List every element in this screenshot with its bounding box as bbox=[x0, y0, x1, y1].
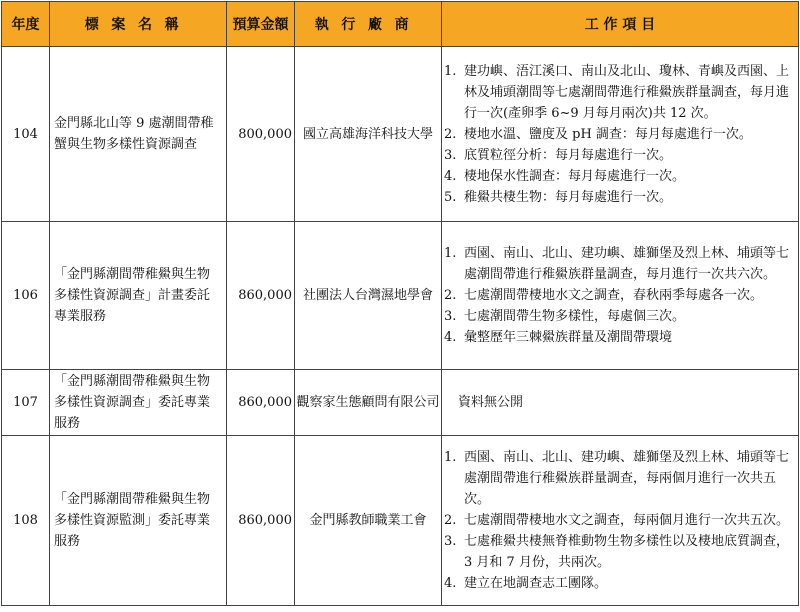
row-items bbox=[442, 47, 799, 222]
row-title: 「金門縣潮間帶稚鱟與生物多樣性資源調查」計畫委託專業服務 bbox=[50, 222, 227, 370]
row-budget: 800,000 bbox=[227, 47, 295, 222]
header-budget: 預算金額 bbox=[227, 2, 295, 47]
table-row bbox=[2, 47, 799, 222]
row-year: 106 bbox=[2, 222, 50, 370]
row-vendor: 國立高雄海洋科技大學 bbox=[295, 47, 442, 222]
work-item: 1. 西園、南山、北山、建功嶼、雄獅堡及烈上林、埔頭等七處潮間帶進行稚鱟族群量調查，每兩個月進行一次共五次。 bbox=[444, 450, 790, 507]
work-item: 4. 棲地保水性調查：每月每處進行一次。 bbox=[444, 168, 686, 184]
work-item: 2. 七處潮間帶棲地水文之調查，每兩個月進行一次共五次。 bbox=[444, 513, 790, 528]
work-item: 2. 棲地水溫、鹽度及 pH 調查：每月每處進行一次。 bbox=[444, 126, 752, 142]
row-year: 104 bbox=[2, 47, 50, 222]
work-item: 2. 七處潮間帶棲地水文之調查，春秋兩季每處各一次。 bbox=[444, 288, 764, 303]
work-item: 4. 彙整歷年三棘鱟族群量及潮間帶環境 bbox=[444, 330, 673, 345]
work-item-list bbox=[444, 447, 792, 594]
table-row bbox=[2, 436, 799, 606]
row-title: 「金門縣潮間帶稚鱟與生物多樣性資源調查」委託專業服務 bbox=[50, 370, 227, 436]
work-item: 5. 稚鱟共棲生物：每月每處進行一次。 bbox=[444, 189, 673, 205]
row-budget: 860,000 bbox=[227, 370, 295, 436]
work-item: 3. 底質粒徑分析：每月每處進行一次。 bbox=[444, 147, 673, 163]
table-row bbox=[2, 222, 799, 370]
row-items bbox=[442, 436, 799, 606]
row-year: 107 bbox=[2, 370, 50, 436]
work-item-list bbox=[444, 243, 792, 348]
header-year: 年度 bbox=[2, 2, 50, 47]
work-item: 3. 七處稚鱟共棲無脊椎動物生物多樣性以及棲地底質調查，3 月和 7 月份，共兩次。 bbox=[444, 534, 790, 570]
table-row bbox=[2, 370, 799, 436]
row-title: 金門縣北山等 9 處潮間帶稚蟹與生物多樣性資源調查 bbox=[50, 47, 227, 222]
work-item: 3. 七處潮間帶生物多樣性，每處個三次。 bbox=[444, 309, 686, 324]
project-table bbox=[1, 1, 799, 606]
work-item: 1. 建功嶼、浯江溪口、南山及北山、瓊林、青嶼及西園、上林及埔頭潮間等七處潮間帶進行稚鱟族群量調查，每月進行一次(產卵季 6~9 月每月兩次)共 12 次。 bbox=[444, 63, 790, 121]
work-item-list bbox=[444, 61, 792, 208]
header-items: 工 作 項 目 bbox=[442, 2, 799, 47]
work-item: 4. 建立在地調查志工團隊。 bbox=[444, 576, 608, 591]
row-items bbox=[442, 370, 799, 436]
work-item: 1. 西園、南山、北山、建功嶼、雄獅堡及烈上林、埔頭等七處潮間帶進行稚鱟族群量調查，每月進行一次共六次。 bbox=[444, 246, 790, 282]
row-vendor: 觀察家生態顧問有限公司 bbox=[295, 370, 442, 436]
row-items bbox=[442, 222, 799, 370]
header-title: 標案名稱 bbox=[50, 2, 227, 47]
row-title: 「金門縣潮間帶稚鱟與生物多樣性資源監測」委託專業服務 bbox=[50, 436, 227, 606]
no-data-note: 資料無公開 bbox=[458, 395, 524, 410]
row-budget: 860,000 bbox=[227, 436, 295, 606]
header-row bbox=[2, 2, 799, 47]
row-vendor: 金門縣教師職業工會 bbox=[295, 436, 442, 606]
row-vendor: 社團法人台灣濕地學會 bbox=[295, 222, 442, 370]
row-year: 108 bbox=[2, 436, 50, 606]
row-budget: 860,000 bbox=[227, 222, 295, 370]
header-vendor: 執行廠商 bbox=[295, 2, 442, 47]
